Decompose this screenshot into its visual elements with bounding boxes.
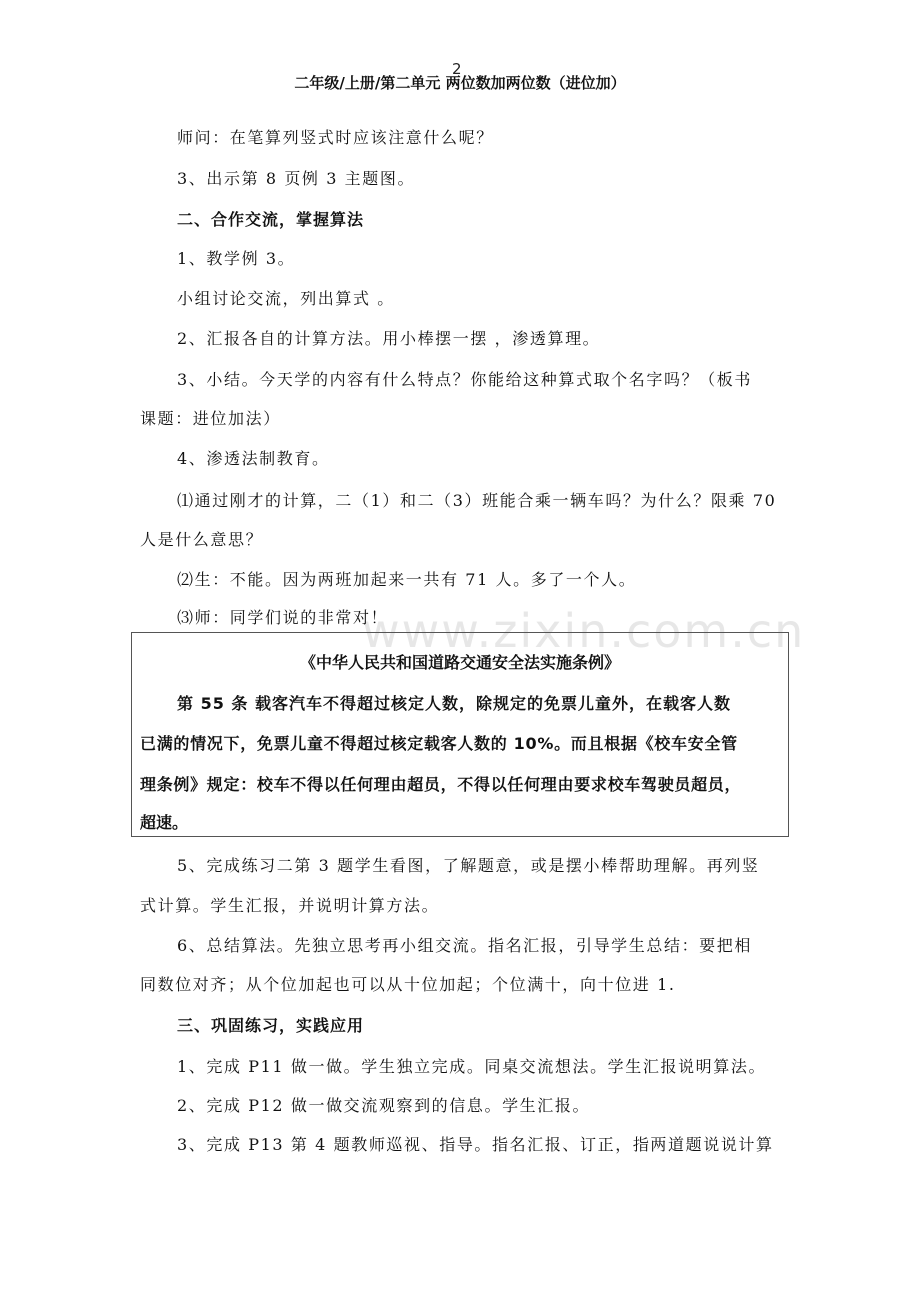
notice-title: 《中华人民共和国道路交通安全法实施条例》 (299, 653, 620, 672)
paragraph-algorithm-summary-cont: 同数位对齐；从个位加起也可以从十位加起；个位满十，向十位进 1. (140, 975, 676, 994)
paragraph-item-1-cont: 人是什么意思？ (140, 530, 264, 549)
notice-line-2: 已满的情况下，免票儿童不得超过核定载客人数的 10%。而且根据《校车安全管 (140, 734, 738, 753)
paragraph-summary: 3、小结。今天学的内容有什么特点？你能给这种算式取个名字吗？（板书 (177, 370, 752, 389)
notice-line-4: 超速。 (140, 813, 189, 832)
paragraph-teacher-question: 师问：在笔算列竖式时应该注意什么呢？ (177, 128, 494, 147)
paragraph-item-2: ⑵生：不能。因为两班加起来一共有 71 人。多了一个人。 (177, 570, 637, 589)
paragraph-report-methods: 2、汇报各自的计算方法。用小棒摆一摆 ，渗透算理。 (177, 329, 601, 348)
paragraph-law-education: 4、渗透法制教育。 (177, 449, 330, 468)
regulation-notice-box (131, 632, 789, 837)
paragraph-practice-p13: 3、完成 P13 第 4 题教师巡视、指导。指名汇报、订正，指两道题说说计算 (177, 1135, 774, 1154)
paragraph-teach-example: 1、教学例 3。 (177, 249, 296, 268)
notice-line-1: 第 55 条 载客汽车不得超过核定人数，除规定的免票儿童外，在载客人数 (177, 694, 731, 713)
paragraph-algorithm-summary: 6、总结算法。先独立思考再小组交流。指名汇报，引导学生总结：要把相 (177, 936, 752, 955)
paragraph-practice-p12: 2、完成 P12 做一做交流观察到的信息。学生汇报。 (177, 1096, 591, 1115)
paragraph-exercise-2: 5、完成练习二第 3 题学生看图，了解题意，或是摆小棒帮助理解。再列竖 (177, 856, 760, 875)
paragraph-item-3: ⑶师：同学们说的非常对！ (177, 608, 389, 627)
page-number: 2 (452, 60, 462, 78)
notice-line-3: 理条例》规定：校车不得以任何理由超员，不得以任何理由要求校车驾驶员超员， (140, 775, 742, 794)
paragraph-practice-p11: 1、完成 P11 做一做。学生独立完成。同桌交流想法。学生汇报说明算法。 (177, 1057, 767, 1076)
section-heading-3: 三、巩固练习，实践应用 (177, 1016, 365, 1035)
paragraph-summary-cont: 课题：进位加法） (140, 409, 281, 428)
paragraph-group-discussion: 小组讨论交流，列出算式 。 (177, 289, 395, 308)
paragraph-exercise-2-cont: 式计算。学生汇报，并说明计算方法。 (140, 896, 440, 915)
paragraph-item-1: ⑴通过刚才的计算，二（1）和二（3）班能合乘一辆车吗？为什么？限乘 70 (177, 491, 777, 510)
watermark: www.zixin.com.cn (362, 604, 806, 658)
paragraph-show-example: 3、出示第 8 页例 3 主题图。 (177, 169, 416, 188)
page-header: 二年级/上册/第二单元 两位数加两位数（进位加） (294, 74, 626, 92)
section-heading-2: 二、合作交流，掌握算法 (177, 210, 365, 229)
